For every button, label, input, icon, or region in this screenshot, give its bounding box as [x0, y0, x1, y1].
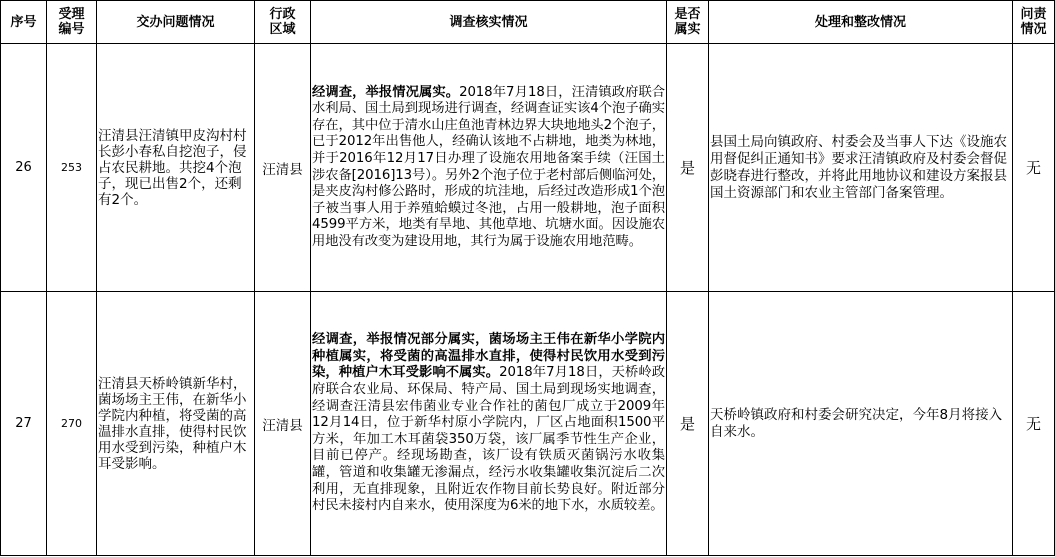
investigation-conclusion: 经调查，举报情况部分属实，菌场场主王伟在新华小学院内种植属实，将受菌的高温排水直排，使得村民饮用水受到污染，种植户木耳受影响不属实。 [312, 332, 665, 381]
header-confirmed: 是否 属实 [667, 1, 709, 44]
row-seq: 27 [1, 292, 47, 556]
row-confirmed: 是 [667, 44, 709, 292]
row-receipt-no: 253 [47, 44, 97, 292]
row-handling: 天桥岭镇政府和村委会研究决定，今年8月将接入自来水。 [709, 292, 1013, 556]
header-receipt-no: 受理 编号 [47, 1, 97, 44]
row-investigation [311, 292, 667, 556]
header-handling: 处理和整改情况 [709, 1, 1013, 44]
header-accountability: 问责 情况 [1013, 1, 1055, 44]
table-row [1, 44, 1055, 292]
table-row [1, 292, 1055, 556]
investigation-detail: 2018年7月18日，天桥岭政府联合农业局、环保局、特产局、国土局到现场实地调查，经调查汪清县宏伟菌业专业合作社的菌包厂成立于2009年12月14日，位于新华村原小学院内，厂区占地面积1500平方米，年加工木耳菌袋350万袋，该厂属季节性生产企业，目前已停产。经现场勘查，该厂设有铁质灭菌锅污水收集罐，管道和收集罐无渗漏点，经污水收集罐收集沉淀后二次利用，无直排现象，且附近农作物目前长势良好。附近部分村民未接村内自来水，使用深度为6米的地下水，水质较差。 [312, 365, 665, 514]
header-row [1, 1, 1055, 44]
header-issue: 交办问题情况 [97, 1, 255, 44]
row-issue: 汪清县天桥岭镇新华村，菌场场主王伟，在新华小学院内种植，将受菌的高温排水直排，使得村民饮用水受到污染，种植户木耳受影响。 [97, 292, 255, 556]
header-seq: 序号 [1, 1, 47, 44]
row-receipt-no: 270 [47, 292, 97, 556]
investigation-conclusion: 经调查，举报情况属实。 [312, 84, 460, 100]
header-region: 行政 区域 [255, 1, 311, 44]
row-region: 汪清县 [255, 44, 311, 292]
row-confirmed: 是 [667, 292, 709, 556]
row-issue: 汪清县汪清镇甲皮沟村村长彭小春私自挖泡子，侵占农民耕地。共挖4个泡子，现已出售2个，还剩有2个。 [97, 44, 255, 292]
row-investigation [311, 44, 667, 292]
row-handling: 县国土局向镇政府、村委会及当事人下达《设施农用督促纠正通知书》要求汪清镇政府及村委会督促彭晓春进行整改，并将此用地协议和建设方案报县国土资源部门和农业主管部门备案管理。 [709, 44, 1013, 292]
row-seq: 26 [1, 44, 47, 292]
investigation-detail: 2018年7月18日，汪清镇政府联合水利局、国土局到现场进行调查，经调查证实该4个泡子确实存在，其中位于清水山庄鱼池青林边界大块地地头2个泡子，已于2012年出售他人，经确认该地不占耕地，地类为林地，并于2016年12月17日办理了设施农用地备案手续（汪国土涉农备[2016]13号）。另外2个泡子位于老村部后侧临河处，是夹皮沟村修公路时，形成的坑洼地，后经过改造形成1个泡子被当事人用于养殖蛤蟆过冬池，占用一般耕地，泡子面积4599平方米，地类有旱地、其他草地、坑塘水面。因设施农用地没有改变为建设用地，其行为属于设施农用地范畴。 [312, 84, 666, 249]
row-accountability: 无 [1013, 44, 1055, 292]
header-investigation: 调查核实情况 [311, 1, 667, 44]
row-region: 汪清县 [255, 292, 311, 556]
row-accountability: 无 [1013, 292, 1055, 556]
